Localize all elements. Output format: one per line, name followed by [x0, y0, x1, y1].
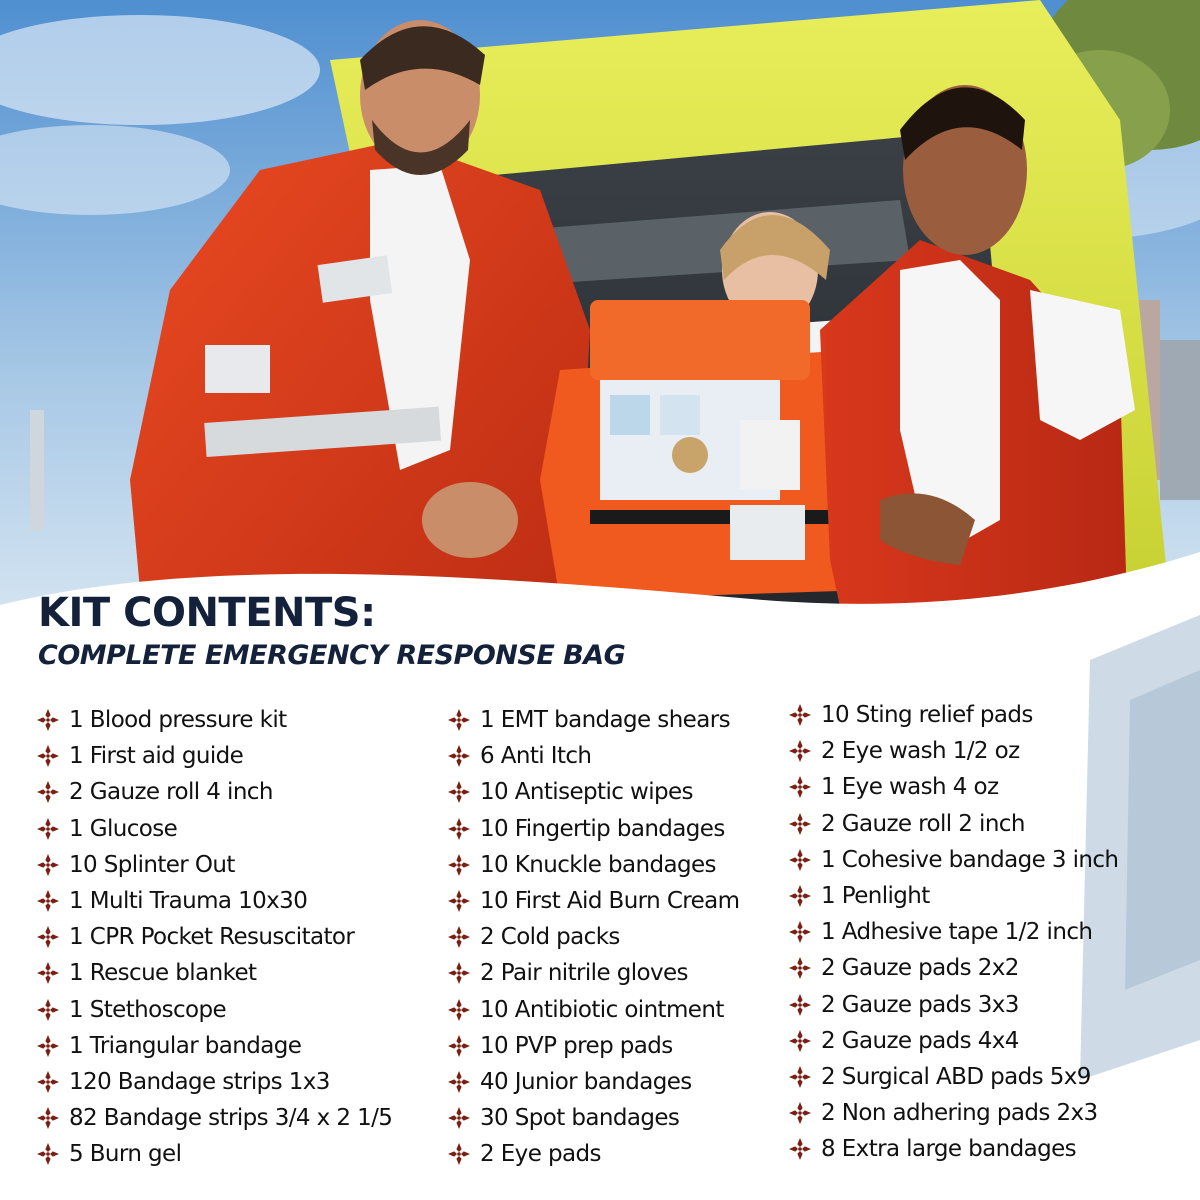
content-item-label: 1 Triangular bandage — [69, 1032, 302, 1059]
content-list-item — [788, 697, 1118, 733]
medical-cross-icon — [788, 884, 812, 908]
content-item-label: 10 Antiseptic wipes — [480, 779, 693, 806]
content-list-item — [447, 1064, 739, 1100]
content-list-item — [36, 811, 392, 847]
medical-cross-icon — [447, 1034, 471, 1058]
content-list-item — [788, 769, 1118, 805]
content-list-item — [788, 806, 1118, 842]
content-item-label: 1 Stethoscope — [69, 996, 227, 1023]
content-list-item — [788, 1095, 1118, 1131]
content-list-item — [788, 1059, 1118, 1095]
medical-cross-icon — [788, 956, 812, 980]
contents-column-1 — [36, 702, 392, 1172]
content-list-item — [36, 847, 392, 883]
content-list-item — [788, 1023, 1118, 1059]
content-list-item — [36, 1064, 392, 1100]
content-list-item — [447, 738, 739, 774]
medical-cross-icon — [36, 1106, 60, 1130]
content-item-label: 1 Multi Trauma 10x30 — [69, 888, 308, 915]
content-item-label: 30 Spot bandages — [480, 1105, 680, 1132]
medical-cross-icon — [447, 1070, 471, 1094]
medical-cross-icon — [788, 1065, 812, 1089]
content-item-label: 2 Pair nitrile gloves — [480, 960, 688, 987]
medical-cross-icon — [36, 780, 60, 804]
content-item-label: 2 Eye wash 1/2 oz — [821, 738, 1020, 765]
content-item-label: 2 Gauze roll 4 inch — [69, 779, 273, 806]
content-list-item — [788, 842, 1118, 878]
content-list-item — [447, 1100, 739, 1136]
content-item-label: 1 Glucose — [69, 815, 178, 842]
content-item-label: 2 Gauze roll 2 inch — [821, 810, 1025, 837]
content-list-item — [447, 883, 739, 919]
medical-cross-icon — [447, 889, 471, 913]
content-list-item — [36, 702, 392, 738]
content-item-label: 10 PVP prep pads — [480, 1032, 673, 1059]
content-item-label: 2 Gauze pads 4x4 — [821, 1027, 1019, 1054]
medical-cross-icon — [788, 1101, 812, 1125]
content-list-item — [36, 1100, 392, 1136]
medical-cross-icon — [788, 812, 812, 836]
content-item-label: 1 Penlight — [821, 883, 930, 910]
content-item-label: 1 Blood pressure kit — [69, 707, 287, 734]
content-item-label: 82 Bandage strips 3/4 x 2 1/5 — [69, 1105, 393, 1132]
medical-cross-icon — [447, 961, 471, 985]
content-item-label: 2 Surgical ABD pads 5x9 — [821, 1063, 1091, 1090]
content-list-item — [36, 774, 392, 810]
content-list-item — [36, 883, 392, 919]
content-item-label: 40 Junior bandages — [480, 1068, 692, 1095]
content-item-label: 2 Gauze pads 3x3 — [821, 991, 1019, 1018]
content-list-item — [788, 914, 1118, 950]
content-list-item — [36, 955, 392, 991]
content-item-label: 1 Rescue blanket — [69, 960, 257, 987]
content-item-label: 10 Splinter Out — [69, 851, 235, 878]
content-item-label: 1 EMT bandage shears — [480, 707, 730, 734]
content-list-item — [36, 919, 392, 955]
content-item-label: 10 Sting relief pads — [821, 702, 1033, 729]
content-item-label: 1 Cohesive bandage 3 inch — [821, 846, 1119, 873]
content-item-label: 10 Fingertip bandages — [480, 815, 725, 842]
content-item-label: 1 Eye wash 4 oz — [821, 774, 999, 801]
content-item-label: 2 Cold packs — [480, 924, 620, 951]
medical-cross-icon — [36, 961, 60, 985]
content-item-label: 6 Anti Itch — [480, 743, 592, 770]
content-list-item — [447, 774, 739, 810]
medical-cross-icon — [788, 848, 812, 872]
kit-contents-subtitle: COMPLETE EMERGENCY RESPONSE BAG — [38, 640, 626, 671]
medical-cross-icon — [447, 817, 471, 841]
content-item-label: 1 Adhesive tape 1/2 inch — [821, 919, 1093, 946]
medical-cross-icon — [36, 744, 60, 768]
content-item-label: 120 Bandage strips 1x3 — [69, 1068, 330, 1095]
content-list-item — [36, 738, 392, 774]
medical-cross-icon — [36, 853, 60, 877]
content-item-label: 5 Burn gel — [69, 1141, 182, 1168]
medical-cross-icon — [36, 998, 60, 1022]
content-list-item — [447, 919, 739, 955]
medical-cross-icon — [788, 775, 812, 799]
medical-cross-icon — [447, 708, 471, 732]
medical-cross-icon — [788, 920, 812, 944]
contents-column-2 — [447, 702, 739, 1172]
content-list-item — [788, 733, 1118, 769]
medical-cross-icon — [447, 853, 471, 877]
content-item-label: 2 Gauze pads 2x2 — [821, 955, 1019, 982]
medical-cross-icon — [788, 993, 812, 1017]
medical-cross-icon — [447, 780, 471, 804]
content-item-label: 2 Eye pads — [480, 1141, 601, 1168]
contents-column-3 — [788, 697, 1118, 1167]
content-item-label: 2 Non adhering pads 2x3 — [821, 1100, 1098, 1127]
content-item-label: 1 CPR Pocket Resuscitator — [69, 924, 355, 951]
medical-cross-icon — [788, 739, 812, 763]
content-list-item — [788, 878, 1118, 914]
medical-cross-icon — [447, 998, 471, 1022]
content-list-item — [36, 992, 392, 1028]
medical-cross-icon — [788, 1137, 812, 1161]
medical-cross-icon — [36, 889, 60, 913]
medical-cross-icon — [447, 744, 471, 768]
content-list-item — [788, 950, 1118, 986]
kit-contents-title: KIT CONTENTS: — [38, 590, 376, 636]
content-item-label: 10 First Aid Burn Cream — [480, 888, 740, 915]
medical-cross-icon — [788, 1029, 812, 1053]
medical-cross-icon — [36, 925, 60, 949]
content-list-item — [788, 987, 1118, 1023]
content-item-label: 8 Extra large bandages — [821, 1136, 1077, 1163]
content-list-item — [447, 1028, 739, 1064]
medical-cross-icon — [36, 708, 60, 732]
medical-cross-icon — [447, 925, 471, 949]
content-item-label: 10 Knuckle bandages — [480, 851, 716, 878]
content-list-item — [447, 1136, 739, 1172]
content-list-item — [36, 1028, 392, 1064]
medical-cross-icon — [36, 1034, 60, 1058]
content-list-item — [447, 992, 739, 1028]
content-list-item — [447, 702, 739, 738]
content-list-item — [447, 847, 739, 883]
medical-cross-icon — [36, 817, 60, 841]
medical-cross-icon — [447, 1106, 471, 1130]
medical-cross-icon — [36, 1142, 60, 1166]
content-list-item — [447, 811, 739, 847]
medical-cross-icon — [788, 703, 812, 727]
content-item-label: 1 First aid guide — [69, 743, 244, 770]
medical-cross-icon — [447, 1142, 471, 1166]
content-list-item — [36, 1136, 392, 1172]
medical-cross-icon — [36, 1070, 60, 1094]
content-list-item — [788, 1131, 1118, 1167]
content-list-item — [447, 955, 739, 991]
content-item-label: 10 Antibiotic ointment — [480, 996, 724, 1023]
